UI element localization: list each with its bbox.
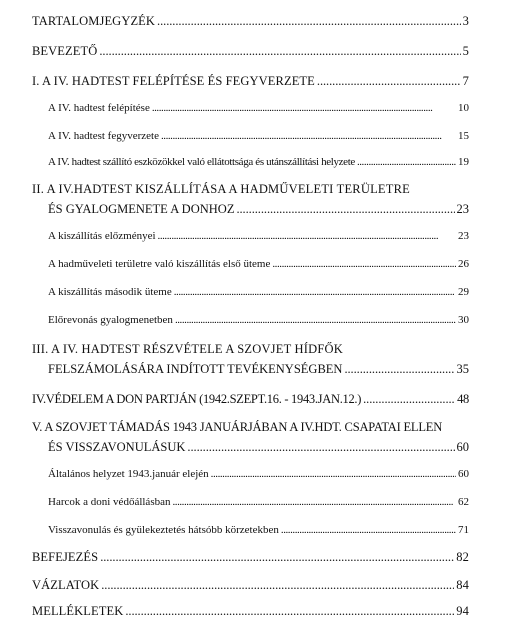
toc-entry-page: 71 xyxy=(458,524,469,536)
toc-subentry[interactable] xyxy=(48,496,469,508)
toc-entry-title: MELLÉKLETEK xyxy=(32,604,124,618)
dot-leader xyxy=(211,468,456,480)
dot-leader xyxy=(161,130,456,142)
toc-entry-title: FELSZÁMOLÁSÁRA INDÍTOTT TEVÉKENYSÉGBEN xyxy=(48,362,343,376)
dot-leader xyxy=(152,102,456,114)
dot-leader xyxy=(172,496,456,508)
toc-entry-page: 60 xyxy=(458,468,469,480)
dot-leader xyxy=(281,524,456,536)
toc-entry-page: 23 xyxy=(456,202,469,216)
toc-entry-title: ÉS GYALOGMENETE A DONHOZ xyxy=(48,202,235,216)
toc-subentry[interactable] xyxy=(48,258,469,270)
toc-entry-title: A kiszállítás második üteme xyxy=(48,286,172,298)
toc-entry-page: 10 xyxy=(458,102,469,114)
toc-entry-page: 30 xyxy=(458,314,469,326)
toc-entry-page: 5 xyxy=(462,44,469,58)
toc-entry-bevezeto[interactable] xyxy=(32,44,469,59)
toc-entry-vazlatok[interactable] xyxy=(32,578,469,593)
toc-entry-mellekletek[interactable] xyxy=(32,604,469,619)
toc-entry-page: 84 xyxy=(456,578,469,592)
toc-entry-title: III. A IV. HADTEST RÉSZVÉTELE A SZOVJET HÍDFŐK xyxy=(32,342,343,356)
toc-entry-title: Előrevonás gyalogmenetben xyxy=(48,314,173,326)
dot-leader xyxy=(99,44,460,59)
toc-entry-title: A IV. hadtest szállító eszközökkel való ellátottsága és utánszállítási helyzete xyxy=(48,156,355,168)
toc-entry-page: 3 xyxy=(462,14,469,28)
toc-entry-page: 82 xyxy=(456,550,469,564)
toc-entry-page: 23 xyxy=(458,230,469,242)
dot-leader xyxy=(100,550,454,565)
toc-entry-page: 26 xyxy=(458,258,469,270)
dot-leader xyxy=(317,74,461,89)
dot-leader xyxy=(363,392,455,407)
toc-entry-title: VÁZLATOK xyxy=(32,578,100,592)
toc-entry-page: 29 xyxy=(458,286,469,298)
toc-entry-title: ÉS VISSZAVONULÁSUK xyxy=(48,440,186,454)
toc-entry-title: A IV. hadtest felépítése xyxy=(48,102,150,114)
dot-leader xyxy=(236,202,454,217)
dot-leader xyxy=(344,362,454,377)
toc-entry-page: 62 xyxy=(458,496,469,508)
dot-leader xyxy=(187,440,454,455)
toc-entry-chapter-3-line2[interactable] xyxy=(48,362,469,377)
toc-entry-title: A hadműveleti területre való kiszállítás első üteme xyxy=(48,258,271,270)
toc-entry-title: Visszavonulás és gyülekeztetés hátsóbb körzetekben xyxy=(48,524,279,536)
toc-entry-chapter-2-line1[interactable] xyxy=(32,182,410,197)
toc-entry-title: A IV. hadtest fegyverzete xyxy=(48,130,159,142)
toc-subentry[interactable] xyxy=(48,230,469,242)
toc-entry-tartalomjegyzek[interactable] xyxy=(32,14,469,29)
toc-subentry[interactable] xyxy=(48,524,469,536)
toc-entry-chapter-5-line1[interactable] xyxy=(32,420,442,435)
toc-entry-title: II. A IV.HADTEST KISZÁLLÍTÁSA A HADMŰVELETI TERÜLETRE xyxy=(32,182,410,196)
dot-leader xyxy=(158,230,456,242)
toc-subentry[interactable] xyxy=(48,314,469,326)
toc-entry-page: 7 xyxy=(462,74,469,88)
toc-subentry[interactable] xyxy=(48,468,469,480)
toc-entry-page: 19 xyxy=(458,156,469,168)
toc-entry-title: IV.VÉDELEM A DON PARTJÁN (1942.SZEPT.16. - 1943.JAN.12.) xyxy=(32,392,362,406)
toc-entry-title: A kiszállítás előzményei xyxy=(48,230,156,242)
toc-entry-chapter-2-line2[interactable] xyxy=(48,202,469,217)
toc-entry-title: Általános helyzet 1943.január elején xyxy=(48,468,209,480)
toc-subentry[interactable] xyxy=(48,156,469,168)
toc-entry-title: Harcok a doni védőállásban xyxy=(48,496,171,508)
toc-entry-title: I. A IV. HADTEST FELÉPÍTÉSE ÉS FEGYVERZETE xyxy=(32,74,315,88)
toc-entry-title: TARTALOMJEGYZÉK xyxy=(32,14,156,28)
toc-entry-chapter-3-line1[interactable] xyxy=(32,342,343,357)
toc-entry-page: 94 xyxy=(456,604,469,618)
dot-leader xyxy=(101,578,454,593)
dot-leader xyxy=(157,14,461,29)
toc-entry-page: 60 xyxy=(456,440,469,454)
toc-entry-title: BEVEZETŐ xyxy=(32,44,98,58)
toc-entry-chapter-5-line2[interactable] xyxy=(48,440,469,455)
toc-entry-page: 15 xyxy=(458,130,469,142)
toc-entry-page: 48 xyxy=(457,392,469,406)
toc-entry-page: 35 xyxy=(456,362,469,376)
dot-leader xyxy=(272,258,456,270)
toc-subentry[interactable] xyxy=(48,102,469,114)
toc-subentry[interactable] xyxy=(48,130,469,142)
dot-leader xyxy=(125,604,454,619)
dot-leader xyxy=(174,286,456,298)
toc-entry-befejezes[interactable] xyxy=(32,550,469,565)
toc-entry-chapter-1[interactable] xyxy=(32,74,469,89)
toc-subentry[interactable] xyxy=(48,286,469,298)
toc-entry-chapter-4[interactable] xyxy=(32,392,469,407)
dot-leader xyxy=(357,156,456,168)
toc-entry-title: V. A SZOVJET TÁMADÁS 1943 JANUÁRJÁBAN A IV.HDT. CSAPATAI ELLEN xyxy=(32,420,443,434)
dot-leader xyxy=(175,314,456,326)
toc-entry-title: BEFEJEZÉS xyxy=(32,550,99,564)
